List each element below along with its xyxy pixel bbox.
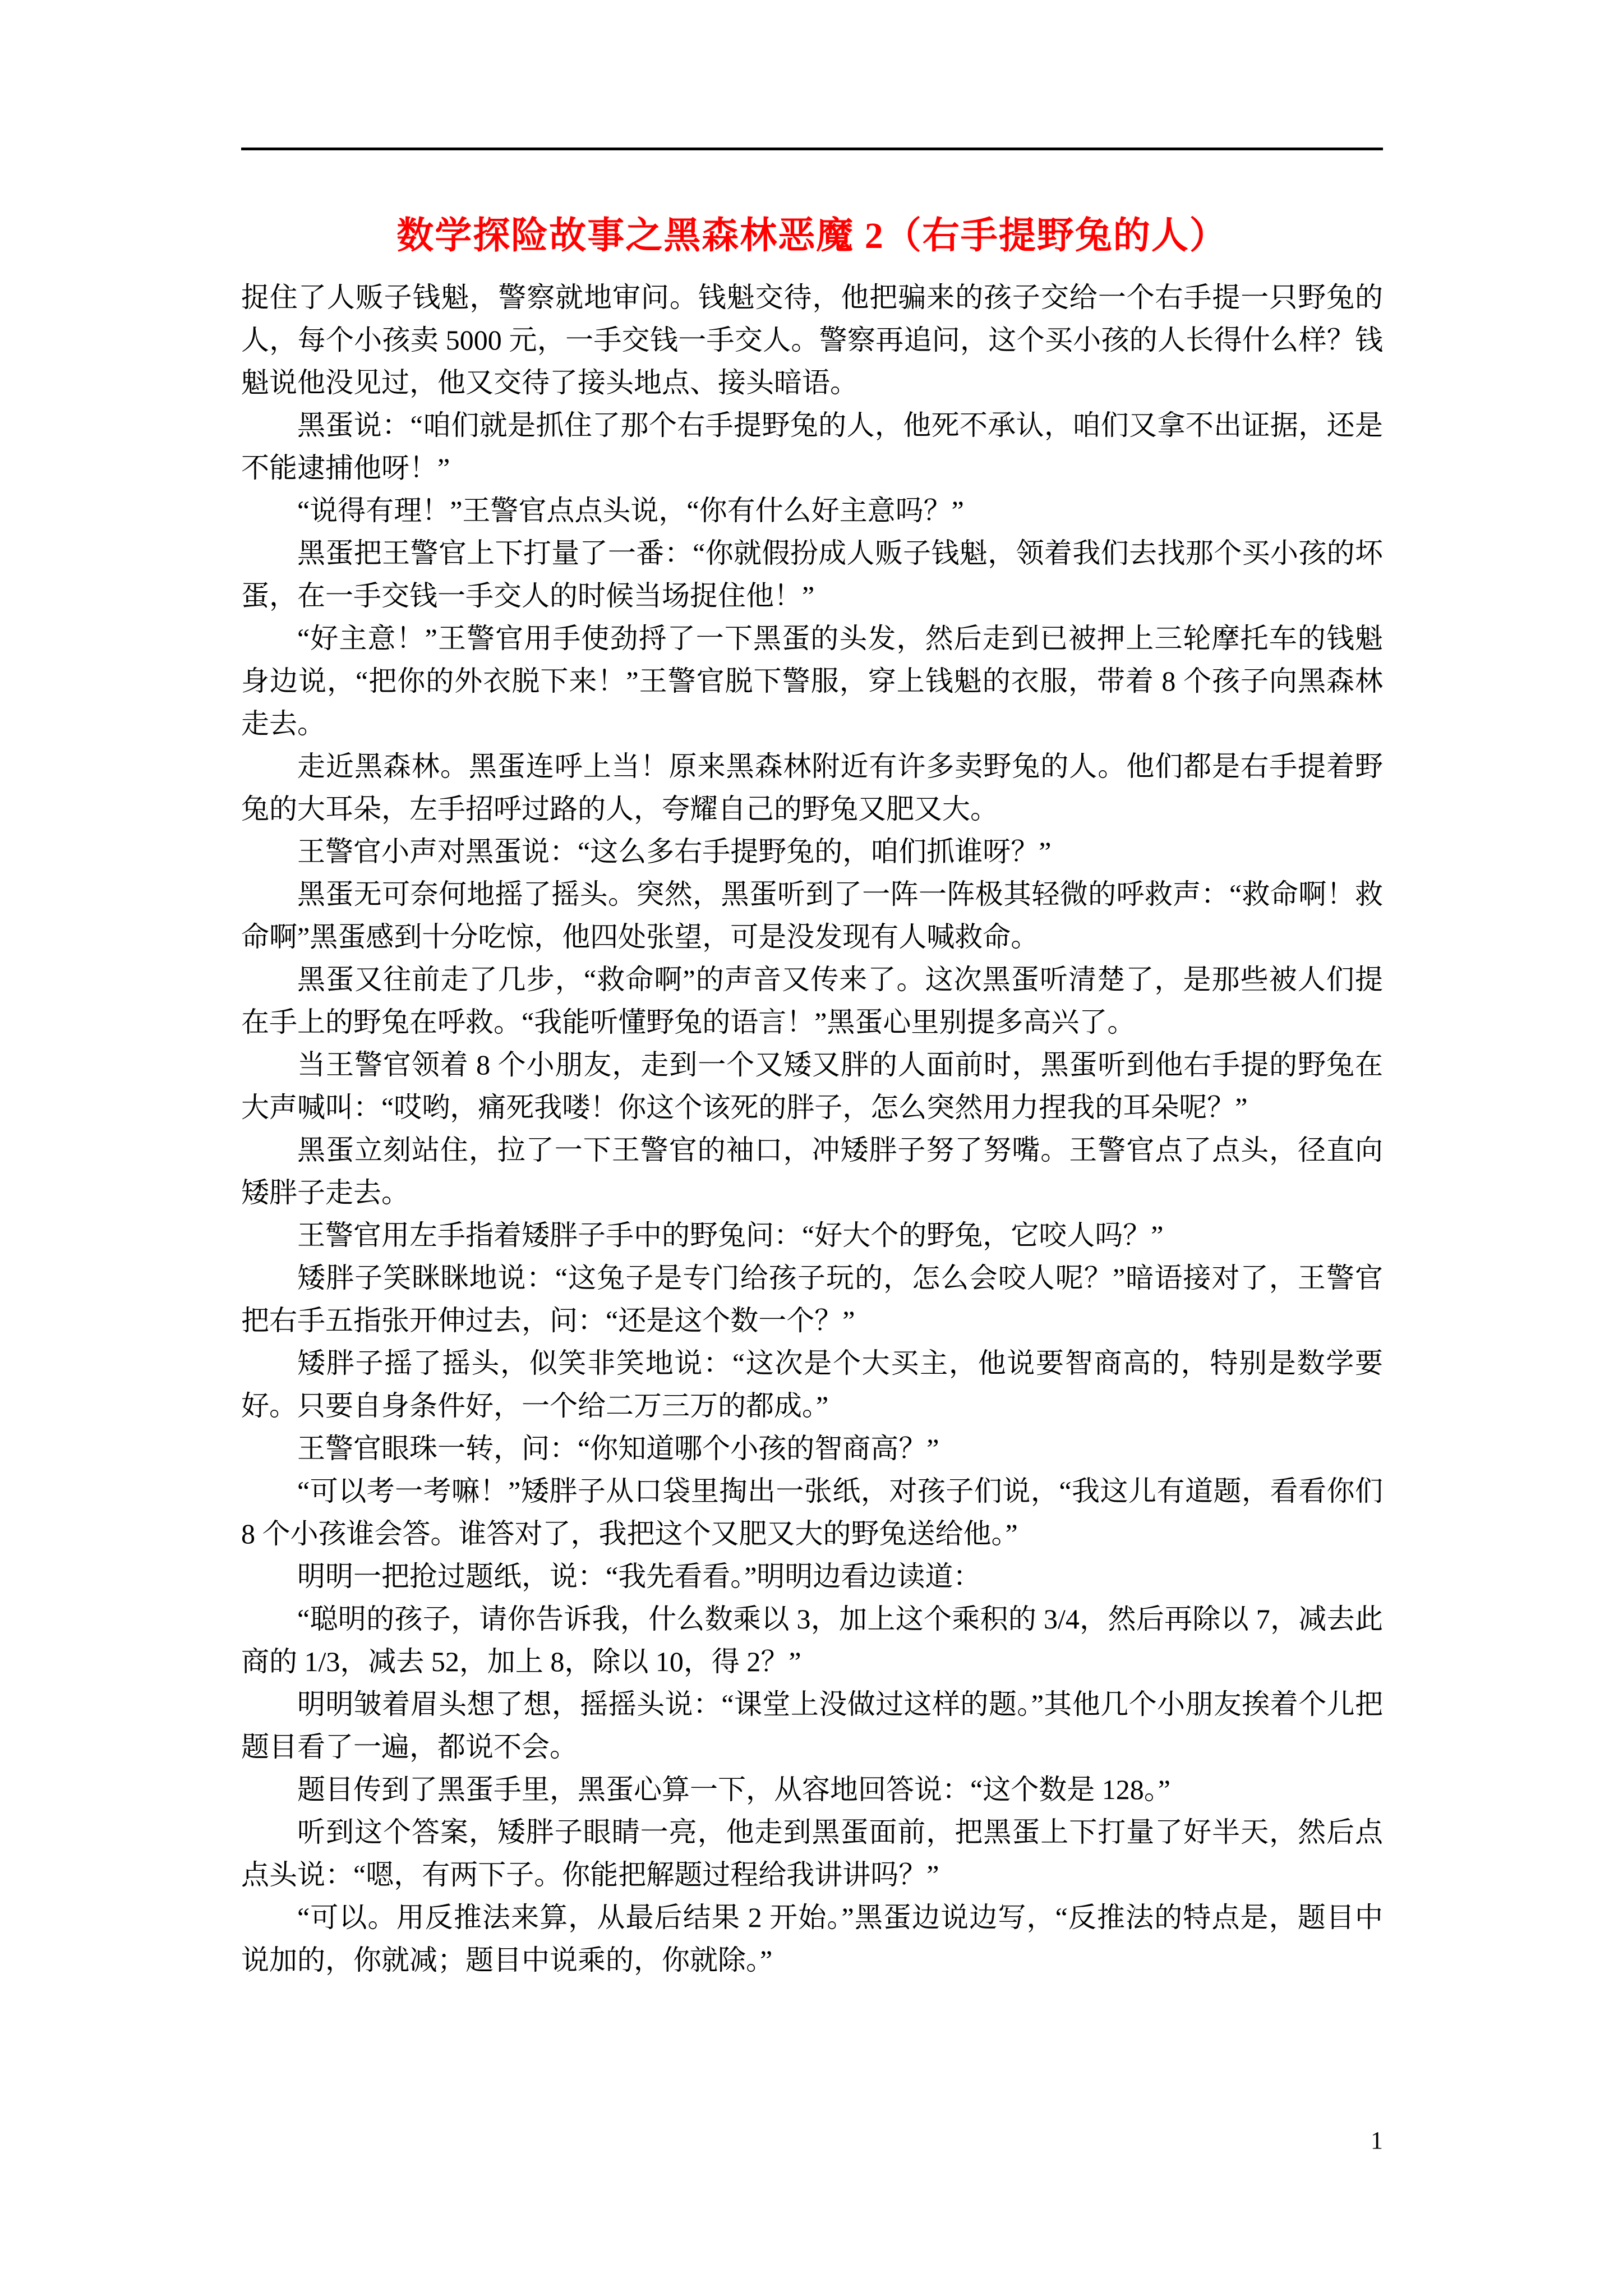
- paragraph: 题目传到了黑蛋手里，黑蛋心算一下，从容地回答说：“这个数是 128。”: [297, 1774, 1170, 1805]
- paragraph: 走近黑森林。黑蛋连呼上当！原来黑森林附近有许多卖野兔的人。他们都是右手提着野兔的大耳朵，左手招呼过路的人，夸耀自己的野兔又肥又大。: [241, 751, 1383, 825]
- paragraph: 听到这个答案，矮胖子眼睛一亮，他走到黑蛋面前，把黑蛋上下打量了好半天，然后点点头说：“嗯，有两下子。你能把解题过程给我讲讲吗？”: [241, 1816, 1383, 1890]
- paragraph: 黑蛋又往前走了几步，“救命啊”的声音又传来了。这次黑蛋听清楚了，是那些被人们提在手上的野兔在呼救。“我能听懂野兔的语言！”黑蛋心里别提多高兴了。: [241, 964, 1383, 1038]
- paragraph: 矮胖子摇了摇头，似笑非笑地说：“这次是个大买主，他说要智商高的，特别是数学要好。只要自身条件好，一个给二万三万的都成。”: [241, 1347, 1383, 1421]
- document-body: [241, 276, 1383, 1981]
- paragraph: 明明一把抢过题纸，说：“我先看看。”明明边看边读道：: [297, 1561, 981, 1592]
- header-rule: [241, 148, 1383, 150]
- document-title: 数学探险故事之黑森林恶魔 2（右手提野兔的人）: [396, 215, 1228, 256]
- paragraph: 黑蛋立刻站住，拉了一下王警官的袖口，冲矮胖子努了努嘴。王警官点了点头，径直向矮胖子走去。: [241, 1134, 1383, 1208]
- paragraph: “可以。用反推法来算，从最后结果 2 开始。”黑蛋边说边写，“反推法的特点是，题目中说加的，你就减；题目中说乘的，你就除。”: [241, 1902, 1383, 1976]
- page-number: 1: [1371, 2127, 1383, 2154]
- paragraph: 王警官用左手指着矮胖子手中的野兔问：“好大个的野兔，它咬人吗？”: [297, 1220, 1164, 1251]
- paragraph: 黑蛋无可奈何地摇了摇头。突然，黑蛋听到了一阵一阵极其轻微的呼救声：“救命啊！救命啊”黑蛋感到十分吃惊，他四处张望，可是没发现有人喊救命。: [241, 878, 1383, 953]
- paragraph: 王警官小声对黑蛋说：“这么多右手提野兔的，咱们抓谁呀？”: [297, 836, 1052, 867]
- paragraph: “可以考一考嘛！”矮胖子从口袋里掏出一张纸，对孩子们说，“我这儿有道题，看看你们 8 个小孩谁会答。谁答对了，我把这个又肥又大的野兔送给他。”: [241, 1475, 1383, 1549]
- paragraph: 黑蛋把王警官上下打量了一番：“你就假扮成人贩子钱魁，领着我们去找那个买小孩的坏蛋，在一手交钱一手交人的时候当场捉住他！”: [241, 537, 1383, 611]
- paragraph: 捉住了人贩子钱魁，警察就地审问。钱魁交待，他把骗来的孩子交给一个右手提一只野兔的人，每个小孩卖 5000 元，一手交钱一手交人。警察再追问，这个买小孩的人长得什么样？钱魁说他没见过，他又交待了接头地点、接头暗语。: [241, 282, 1383, 398]
- paragraph: 王警官眼珠一转，问：“你知道哪个小孩的智商高？”: [297, 1433, 939, 1464]
- paragraph: 明明皱着眉头想了想，摇摇头说：“课堂上没做过这样的题。”其他几个小朋友挨着个儿把题目看了一遍，都说不会。: [241, 1688, 1383, 1763]
- paragraph: 矮胖子笑眯眯地说：“这兔子是专门给孩子玩的，怎么会咬人呢？”暗语接对了，王警官把右手五指张开伸过去，问：“还是这个数一个？”: [241, 1262, 1383, 1336]
- paragraph: “说得有理！”王警官点点头说，“你有什么好主意吗？”: [297, 495, 964, 526]
- paragraph: “好主意！”王警官用手使劲捋了一下黑蛋的头发，然后走到已被押上三轮摩托车的钱魁身边说，“把你的外衣脱下来！”王警官脱下警服，穿上钱魁的衣服，带着 8 个孩子向黑森林走去。: [241, 623, 1383, 739]
- paragraph: 黑蛋说：“咱们就是抓住了那个右手提野兔的人，他死不承认，咱们又拿不出证据，还是不能逮捕他呀！”: [241, 409, 1383, 484]
- paragraph: 当王警官领着 8 个小朋友，走到一个又矮又胖的人面前时，黑蛋听到他右手提的野兔在大声喊叫：“哎哟，痛死我喽！你这个该死的胖子，怎么突然用力捏我的耳朵呢？”: [241, 1049, 1383, 1123]
- paragraph: “聪明的孩子，请你告诉我，什么数乘以 3，加上这个乘积的 3/4，然后再除以 7，减去此商的 1/3，减去 52，加上 8，除以 10，得 2？”: [241, 1603, 1383, 1677]
